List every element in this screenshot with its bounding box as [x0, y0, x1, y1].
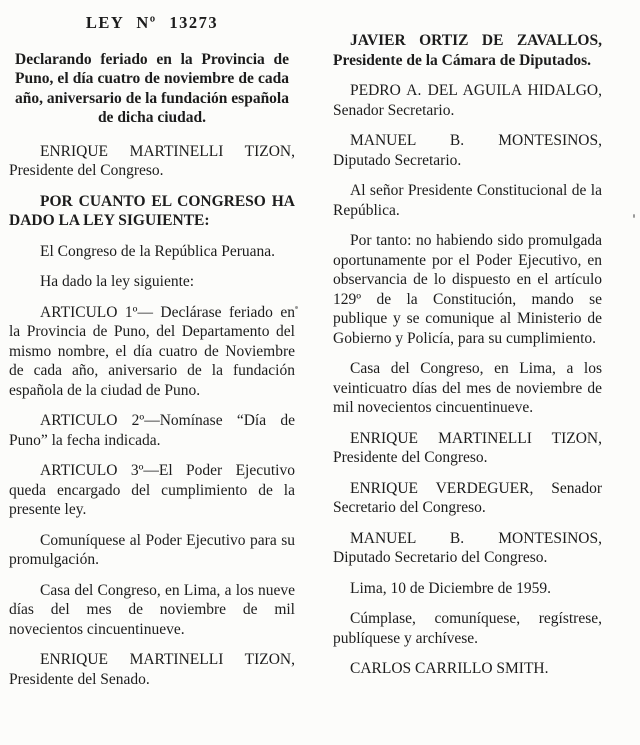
signature-montesinos-2: MANUEL B. MONTESINOS, Diputado Secretario del Congreso.: [333, 529, 602, 566]
signature-martinelli-congreso-2: ENRIQUE MARTINELLI TIZON, Presidente del Congreso.: [333, 429, 602, 466]
scan-speck: [633, 214, 635, 218]
casa-congreso-nueve-dias: Casa del Congreso, en Lima, a los nueve días del mes de noviembre de mil novecientos cincuentinueve.: [9, 581, 295, 638]
articulo-1: ARTICULO 1º— Declárase feriado en la Provincia de Puno, del Departamento del mismo nombre, el día cuatro de Noviembre de cada año, aniversario de la fundación española de la ciudad de Puno.: [9, 303, 295, 399]
signature-carrillo-smith: CARLOS CARRILLO SMITH.: [350, 660, 549, 677]
law-title: LEY Nº 13273: [85, 13, 219, 32]
ha-dado-line: Ha dado la ley siguiente:: [40, 273, 195, 290]
al-senor-presidente: Al señor Presidente Constitucional de la República.: [333, 182, 602, 219]
scan-speck: [295, 306, 298, 309]
signature-ortiz-zavallos: JAVIER ORTIZ DE ZAVALLOS, Presidente de la Cámara de Diputados.: [333, 32, 602, 69]
por-tanto-paragraph: Por tanto: no habiendo sido promulgada oportunamente por el Poder Ejecutivo, en observancia de lo dispuesto en el artículo 129º de la Constitución, mando se publique y se comunique al Ministerio de Gobierno y Policía, para su cumplimiento.: [333, 232, 602, 347]
signature-montesinos: MANUEL B. MONTESINOS, Diputado Secretario.: [333, 132, 602, 169]
right-column: [333, 0, 602, 745]
comuniquese-paragraph: Comuníquese al Poder Ejecutivo para su promulgación.: [9, 531, 295, 568]
casa-congreso-veinticuatro-dias: Casa del Congreso, en Lima, a los veinticuatro días del mes de noviembre de mil novecientos cincuentinueve.: [333, 360, 602, 416]
signature-verdeguer: ENRIQUE VERDEGUER, Senador Secretario del Congreso.: [333, 479, 602, 516]
lima-date-line: Lima, 10 de Diciembre de 1959.: [350, 579, 552, 597]
cumplase-paragraph: Cúmplase, comuníquese, regístrese, publíquese y archívese.: [333, 610, 602, 647]
signature-martinelli-congreso: ENRIQUE MARTINELLI TIZON, Presidente del Congreso.: [9, 142, 295, 179]
congreso-republica-line: El Congreso de la República Peruana.: [40, 242, 276, 260]
signature-del-aguila: PEDRO A. DEL AGUILA HIDALGO, Senador Secretario.: [333, 82, 602, 119]
law-summary: Declarando feriado en la Provincia de Puno, el día cuatro de noviembre de cada año, aniversario de la fundación española de dicha ciudad.: [15, 50, 289, 126]
articulo-3: ARTICULO 3º—El Poder Ejecutivo queda encargado del cumplimiento de la presente ley.: [9, 462, 295, 518]
por-cuanto-heading: POR CUANTO EL CONGRESO HA DADO LA LEY SIGUIENTE:: [9, 192, 295, 229]
articulo-2: ARTICULO 2º—Nomínase “Día de Puno” la fecha indicada.: [9, 412, 295, 449]
left-column: [9, 0, 295, 745]
signature-martinelli-senado: ENRIQUE MARTINELLI TIZON, Presidente del Senado.: [9, 651, 295, 688]
